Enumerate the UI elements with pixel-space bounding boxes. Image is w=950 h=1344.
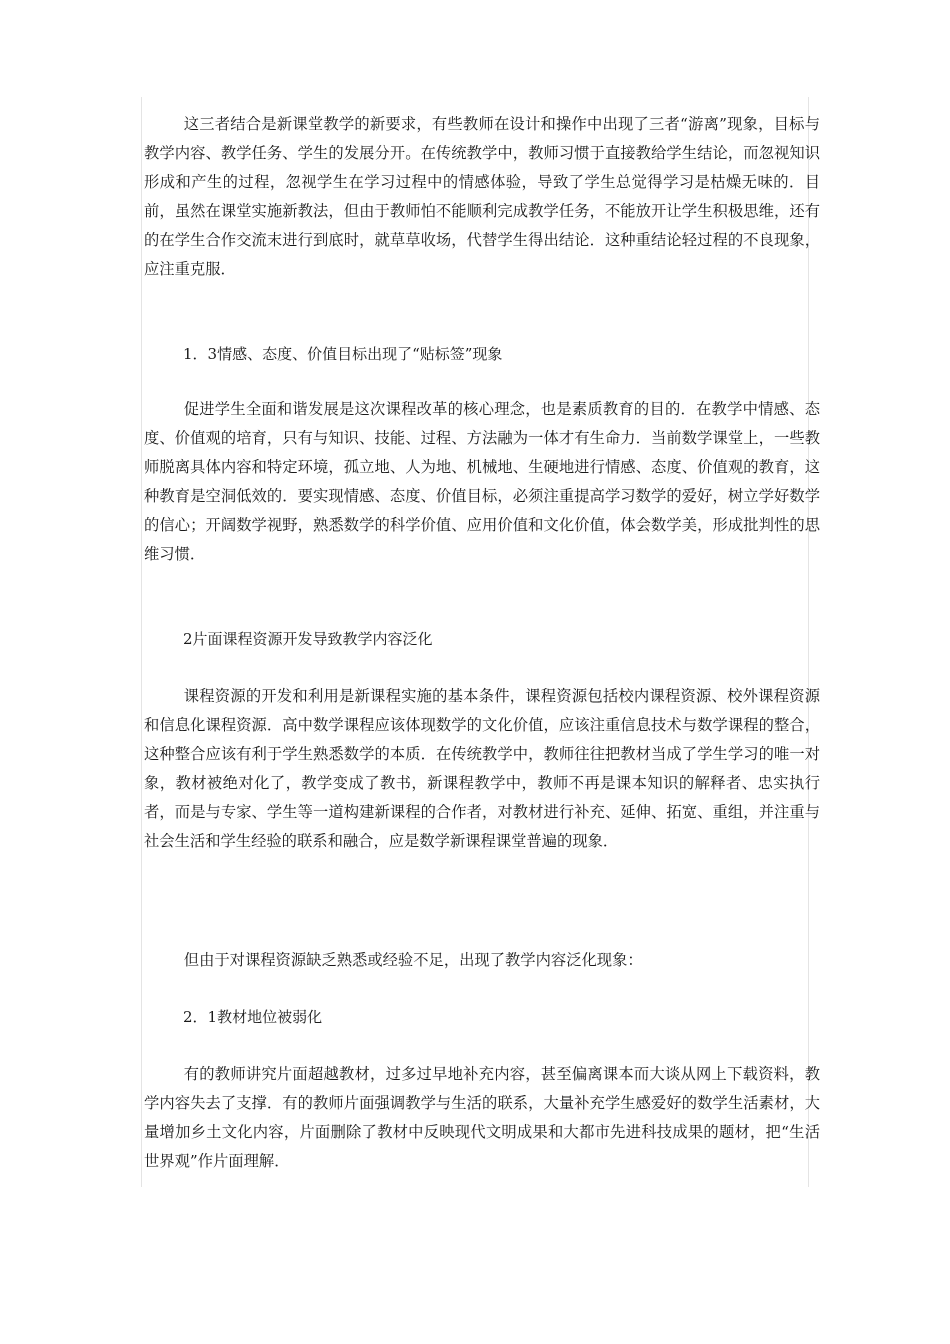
paragraph-4: 但由于对课程资源缺乏熟悉或经验不足，出现了教学内容泛化现象： bbox=[183, 951, 643, 969]
paragraph-2: 促进学生全面和谐发展是这次课程改革的核心理念，也是素质教育的目的．在教学中情感、态度、价值观的培育，只有与知识、技能、过程、方法融为一体才有生命力．当前数学课堂上，一些教师脱离具体内容和特定环境，孤立地、人为地、机械地、生硬地进行情感、态度、价值观的教育，这种教育是空洞低效的．要实现情感、态度、价值目标，必须注重提高学习数学的爱好，树立学好数学的信心；开阔数学视野，熟悉数学的科学价值、应用价值和文化价值，体会数学美，形成批判性的思维习惯． bbox=[144, 400, 820, 563]
section-heading-2: 2片面课程资源开发导致教学内容泛化 bbox=[183, 630, 433, 648]
section-heading-1-3: 1．3情感、态度、价值目标出现了“贴标签”现象 bbox=[183, 345, 503, 363]
section-heading-2-1: 2．1教材地位被弱化 bbox=[183, 1008, 323, 1026]
paragraph-5: 有的教师讲究片面超越教材，过多过早地补充内容，甚至偏离课本而大谈从网上下载资料，教学内容失去了支撑．有的教师片面强调教学与生活的联系，大量补充学生感爱好的数学生活素材，大量增加乡土文化内容，片面删除了教材中反映现代文明成果和大都市先进科技成果的题材，把“生活世界观”作片面理解． bbox=[144, 1065, 820, 1170]
paragraph-1: 这三者结合是新课堂教学的新要求，有些教师在设计和操作中出现了三者“游离”现象，目标与教学内容、教学任务、学生的发展分开。在传统教学中，教师习惯于直接教给学生结论，而忽视知识形成和产生的过程，忽视学生在学习过程中的情感体验，导致了学生总觉得学习是枯燥无味的．目前，虽然在课堂实施新教法，但由于教师怕不能顺利完成教学任务，不能放开让学生积极思维，还有的在学生合作交流末进行到底时，就草草收场，代替学生得出结论．这种重结论轻过程的不良现象，应注重克服． bbox=[144, 115, 820, 278]
paragraph-3: 课程资源的开发和利用是新课程实施的基本条件，课程资源包括校内课程资源、校外课程资源和信息化课程资源．高中数学课程应该体现数学的文化价值，应该注重信息技术与数学课程的整合，这种整合应该有利于学生熟悉数学的本质．在传统教学中，教师往往把教材当成了学生学习的唯一对象，教材被绝对化了，教学变成了教书，新课程教学中，教师不再是课本知识的解释者、忠实执行者，而是与专家、学生等一道构建新课程的合作者，对教材进行补充、延伸、拓宽、重组，并注重与社会生活和学生经验的联系和融合，应是数学新课程课堂普遍的现象． bbox=[144, 687, 820, 850]
